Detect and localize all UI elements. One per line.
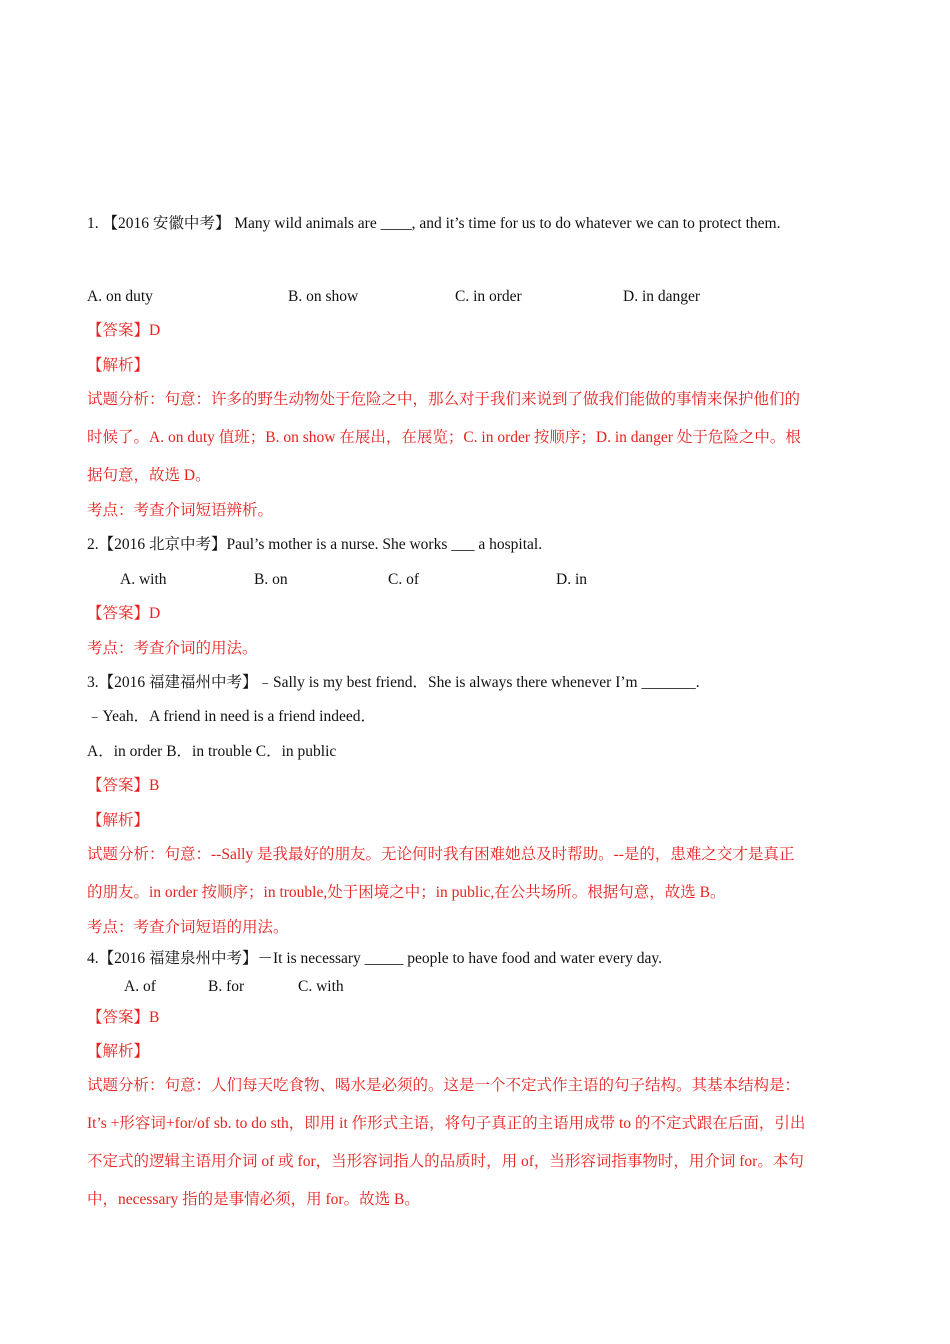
q3-reply: ﹣Yeah．A friend in need is a friend indeed． xyxy=(87,708,376,725)
q1-option-b: B. on show xyxy=(288,288,359,305)
q4-analysis-line-1: 试题分析：句意：人们每天吃食物、喝水是必须的。这是一个不定式作主语的句子结构。其基本结构是： xyxy=(87,1077,801,1094)
q4-analysis-line-4: 中，necessary 指的是事情必须，用 for。故选 B。 xyxy=(87,1191,420,1208)
q2-point: 考点：考查介词的用法。 xyxy=(87,640,258,657)
q3-analysis-label: 【解析】 xyxy=(87,812,150,829)
q2-option-b: B. on xyxy=(254,571,288,588)
q3-answer: 【答案】B xyxy=(87,777,160,794)
q4-option-b: B. for xyxy=(208,978,245,995)
q1-analysis-line-2: 时候了。A. on duty 值班；B. on show 在展出，在展览；C. in order 按顺序；D. in danger 处于危险之中。根 xyxy=(87,429,801,446)
q1-option-a: A. on duty xyxy=(87,288,153,305)
q1-analysis-line-1: 试题分析：句意：许多的野生动物处于危险之中，那么对于我们来说到了做我们能做的事情来保护他们的 xyxy=(87,391,801,408)
question-3-text: 3.【2016 福建福州中考】﹣Sally is my best friend．She is always there whenever I’m _______. xyxy=(87,674,700,691)
question-2-text: 2.【2016 北京中考】Paul’s mother is a nurse. She works ___ a hospital. xyxy=(87,536,543,553)
q1-point: 考点：考查介词短语辨析。 xyxy=(87,502,274,519)
q1-answer: 【答案】D xyxy=(87,322,161,339)
q3-options: A．in order B．in trouble C．in public xyxy=(87,743,337,760)
q2-option-d: D. in xyxy=(556,571,587,588)
question-1-text: 1. 【2016 安徽中考】 Many wild animals are ____, and it’s time for us to do whatever we can to protect them. xyxy=(87,215,781,232)
q4-option-a: A. of xyxy=(124,978,156,995)
q2-option-c: C. of xyxy=(388,571,419,588)
q1-analysis-label: 【解析】 xyxy=(87,357,150,374)
q4-option-c: C. with xyxy=(298,978,344,995)
q1-option-c: C. in order xyxy=(455,288,522,305)
q4-analysis-line-3: 不定式的逻辑主语用介词 of 或 for，当形容词指人的品质时，用 of，当形容词指事物时，用介词 for。本句 xyxy=(87,1153,804,1170)
q3-analysis-line-1: 试题分析：句意：--Sally 是我最好的朋友。无论何时我有困难她总及时帮助。--是的，患难之交才是真正 xyxy=(87,846,795,863)
q4-analysis-label: 【解析】 xyxy=(87,1043,150,1060)
q1-analysis-line-3: 据句意，故选 D。 xyxy=(87,467,211,484)
q4-analysis-line-2: It’s +形容词+for/of sb. to do sth，即用 it 作形式主语，将句子真正的主语用成带 to 的不定式跟在后面，引出 xyxy=(87,1115,806,1132)
q4-answer: 【答案】B xyxy=(87,1009,160,1026)
q3-point: 考点：考查介词短语的用法。 xyxy=(87,919,289,936)
q1-option-d: D. in danger xyxy=(623,288,701,305)
q2-option-a: A. with xyxy=(120,571,167,588)
q3-analysis-line-2: 的朋友。in order 按顺序；in trouble,处于困境之中；in public,在公共场所。根据句意，故选 B。 xyxy=(87,884,726,901)
q2-answer: 【答案】D xyxy=(87,605,161,622)
question-4-text: 4.【2016 福建泉州中考】－It is necessary _____ people to have food and water every day. xyxy=(87,950,662,967)
